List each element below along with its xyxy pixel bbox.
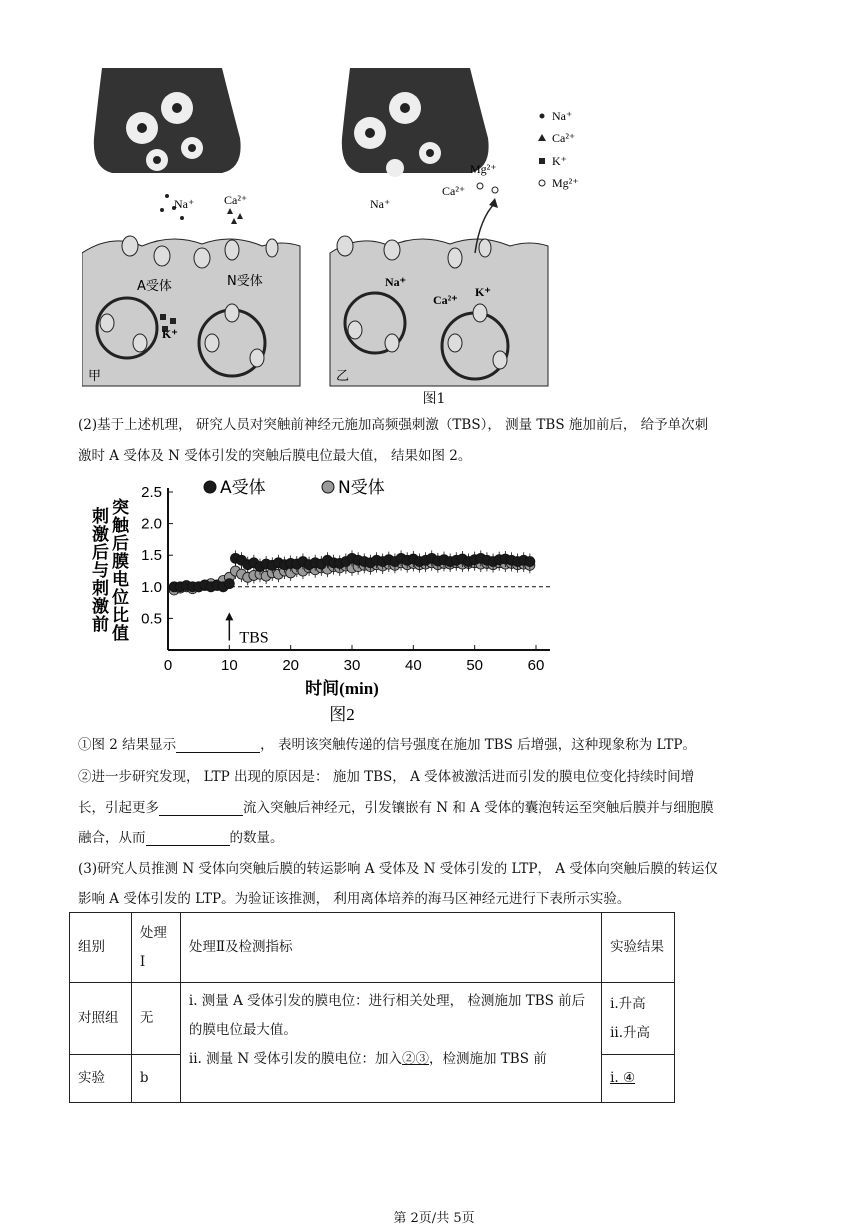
chart-title: 图2	[329, 705, 355, 724]
cell-treat1: 无	[131, 983, 180, 1055]
data-point	[224, 579, 234, 589]
legend-ca: Ca²⁺	[552, 131, 576, 145]
legend-marker	[204, 481, 216, 493]
treat2-ii-post: ，检测施加 TBS 前	[429, 1051, 547, 1067]
yi-ca-label: Ca²⁺	[442, 184, 466, 198]
q2-blank-1[interactable]	[159, 801, 243, 816]
legend-label: N受体	[338, 478, 385, 498]
figure-1	[82, 68, 602, 408]
question-2-line3	[78, 823, 794, 854]
cell-result	[602, 1055, 675, 1103]
section3-line1: (3)研究人员推测 N 受体向突触后膜的转运影响 A 受体及 N 受体引发的 LTP， A 受体向突触后膜的转运仅	[78, 861, 718, 877]
question-1	[78, 730, 794, 761]
jia-na-label: Na⁺	[174, 197, 195, 211]
x-tick-label: 20	[282, 657, 300, 674]
q1-post: ， 表明该突触传递的信号强度在施加 TBS 后增强，这种现象称为 LTP。	[260, 737, 696, 753]
section2-line2: 激时 A 受体及 N 受体引发的突触后膜电位最大值， 结果如图 2。	[78, 448, 472, 464]
treat2-i: i. 测量 A 受体引发的膜电位：进行相关处理， 检测施加 TBS 前后的膜电位最大值。	[188, 993, 586, 1038]
q2-line2-post: 流入突触后神经元，引发镶嵌有 N 和 A 受体的囊泡转运至突触后膜并与细胞膜	[243, 800, 714, 816]
x-tick-label: 0	[163, 657, 173, 674]
q2-blank-2[interactable]	[146, 831, 230, 846]
y-axis-label-line: 突触后膜电位比值	[112, 498, 129, 644]
experiment-table	[69, 912, 675, 1103]
section2-line1: (2)基于上述机理， 研究人员对突触前神经元施加高频强刺激（TBS）， 测量 TBS 施加前后， 给予单次刺	[78, 417, 709, 433]
q2-line3-post: 的数量。	[229, 830, 284, 846]
receptor-n-label: N受体	[227, 274, 263, 289]
question-2-line1: ②进一步研究发现， LTP 出现的原因是： 施加 TBS， A 受体被激活进而引发的膜电位变化持续时间增	[78, 769, 695, 785]
yi-inside-k: K⁺	[475, 285, 491, 299]
header-group: 组别	[70, 913, 132, 983]
cell-group: 对照组	[70, 983, 132, 1055]
panel-jia-label: 甲	[88, 369, 102, 384]
panel-jia	[82, 68, 300, 386]
x-tick-label: 40	[404, 657, 422, 674]
figure-1-caption: 图1	[422, 391, 446, 407]
table-header-row	[70, 913, 675, 983]
yi-inside-na: Na⁺	[385, 275, 406, 289]
y-axis-label	[92, 497, 130, 644]
y-tick-label: 0.5	[141, 610, 162, 628]
treat2-ii-pre: ii. 测量 N 受体引发的膜电位：加入	[188, 1051, 402, 1067]
q2-line3-pre: 融合，从而	[78, 830, 146, 846]
chart-axes	[141, 484, 550, 674]
y-tick-label: 2.5	[141, 484, 162, 501]
header-treat2: 处理Ⅱ及检测指标	[180, 913, 601, 983]
treat2-ii	[189, 1045, 593, 1074]
legend-mg: Mg²⁺	[552, 176, 579, 190]
yi-inside-ca: Ca²⁺	[433, 293, 458, 307]
jia-ca-label: Ca²⁺	[224, 193, 248, 207]
section3-line2: 影响 A 受体引发的 LTP。为验证该推测， 利用离体培养的海马区神经元进行下表所示实验。	[78, 891, 631, 907]
q1-pre: ①图 2 结果显示	[78, 737, 177, 753]
x-tick-label: 30	[343, 657, 361, 674]
x-tick-label: 60	[527, 657, 545, 674]
y-tick-label: 1.0	[141, 578, 162, 596]
result-i: i. ④	[610, 1070, 636, 1086]
receptor-a-label: A受体	[137, 279, 172, 294]
legend-label: A受体	[220, 478, 266, 498]
y-axis-label-line: 刺激后与刺激前	[92, 507, 109, 635]
table-row	[70, 983, 675, 1055]
legend-na: Na⁺	[552, 109, 573, 123]
chart-legend	[204, 478, 385, 498]
treat2-ii-mark: ②③	[402, 1051, 429, 1067]
result-ii: ii.升高	[610, 1024, 650, 1041]
page-footer: 第 2页/共 5页	[393, 1211, 475, 1226]
q2-line2-pre: 长，引起更多	[78, 800, 159, 816]
figure1-legend	[538, 109, 579, 190]
cell-result	[602, 983, 675, 1055]
legend-marker	[322, 481, 334, 493]
cell-treat2	[180, 983, 601, 1103]
chart-points	[169, 550, 535, 595]
header-result: 实验结果	[602, 913, 675, 983]
cell-treat1: b	[131, 1055, 180, 1103]
result-i: i.升高	[610, 995, 646, 1012]
figure-2-chart	[82, 478, 582, 726]
q1-blank[interactable]	[176, 738, 260, 753]
panel-yi	[330, 68, 548, 386]
tbs-arrowhead	[225, 612, 233, 620]
y-tick-label: 1.5	[141, 547, 162, 565]
tbs-label: TBS	[239, 629, 269, 647]
legend-k: K⁺	[552, 154, 567, 168]
cell-group: 实验	[70, 1055, 132, 1103]
header-treat1: 处理Ⅰ	[131, 913, 180, 983]
y-tick-label: 2.0	[141, 515, 162, 533]
x-tick-label: 10	[220, 657, 238, 674]
data-point	[525, 557, 535, 567]
panel-yi-label: 乙	[336, 369, 350, 384]
question-2-line2	[78, 793, 794, 824]
x-tick-label: 50	[466, 657, 484, 674]
jia-k-label: K⁺	[162, 327, 178, 341]
x-axis-label: 时间(min)	[305, 679, 379, 698]
yi-na-label: Na⁺	[370, 197, 391, 211]
yi-mg-label: Mg²⁺	[470, 162, 497, 176]
